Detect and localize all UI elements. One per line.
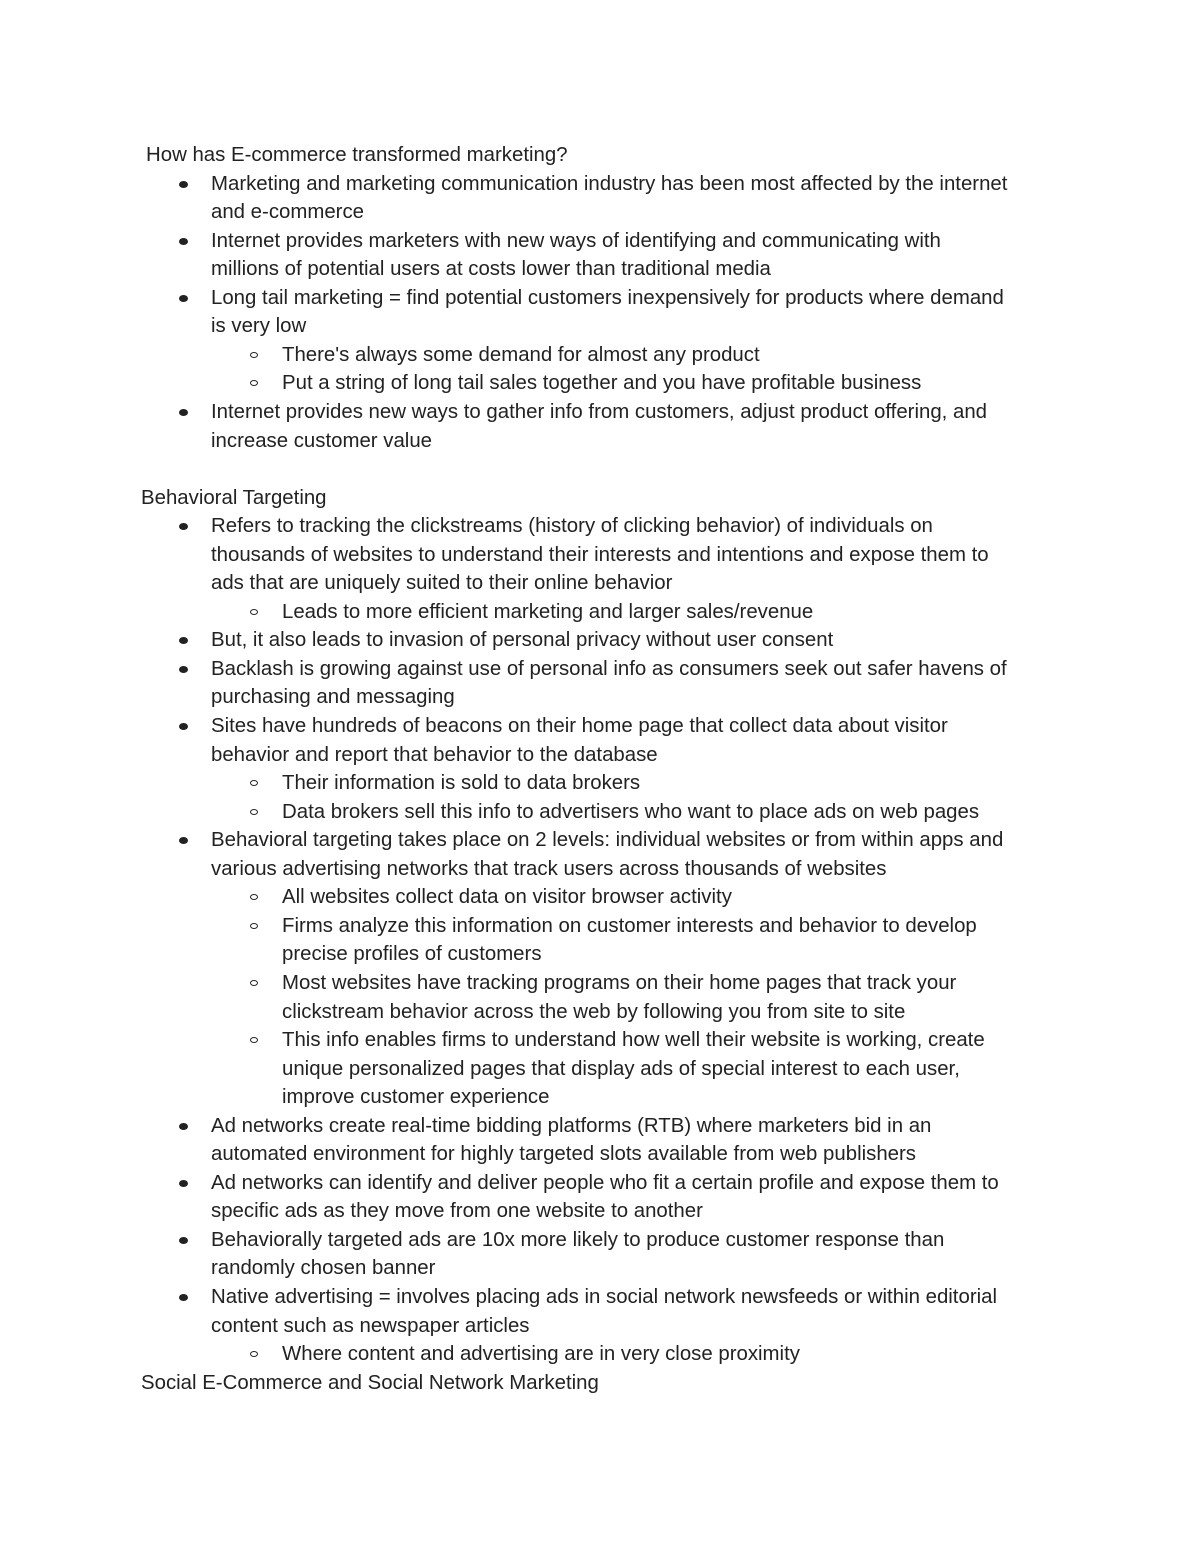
list-item: automated environment for highly targeted slots available from web publishers — [211, 1143, 916, 1166]
list-item: ads that are uniquely suited to their online behavior — [211, 572, 673, 595]
list-item: Behaviorally targeted ads are 10x more likely to produce customer response than — [211, 1228, 945, 1251]
sub-list-item: This info enables firms to understand how well their website is working, create — [282, 1029, 985, 1052]
bullet-icon — [179, 1294, 188, 1301]
list-item: various advertising networks that track users across thousands of websites — [211, 857, 887, 880]
hollow-bullet-icon — [250, 923, 258, 929]
bullet-icon — [179, 238, 188, 245]
bullet-icon — [179, 723, 188, 730]
list-item: Sites have hundreds of beacons on their home page that collect data about visitor — [211, 715, 948, 737]
list-item: Refers to tracking the clickstreams (history of clicking behavior) of individuals on — [211, 515, 933, 538]
list-item: content such as newspaper articles — [211, 1314, 530, 1337]
list-item: Internet provides marketers with new ways of identifying and communicating with — [211, 229, 941, 252]
list-item: Internet provides new ways to gather info from customers, adjust product offering, and — [211, 400, 988, 423]
list-item: millions of potential users at costs lower than traditional media — [211, 258, 771, 281]
section-heading: How has E-commerce transformed marketing? — [146, 144, 568, 166]
hollow-bullet-icon — [250, 1351, 258, 1357]
hollow-bullet-icon — [250, 809, 258, 815]
bullet-icon — [179, 837, 188, 844]
bullet-icon — [179, 409, 188, 416]
bullet-icon — [179, 523, 188, 530]
list-item: thousands of websites to understand their interests and intentions and expose them to — [211, 543, 989, 566]
hollow-bullet-icon — [250, 609, 258, 615]
hollow-bullet-icon — [250, 352, 258, 358]
sub-list-item: Where content and advertising are in very close proximity — [282, 1343, 800, 1366]
hollow-bullet-icon — [250, 380, 258, 386]
sub-list-item: All websites collect data on visitor browser activity — [282, 886, 732, 909]
bullet-icon — [179, 1123, 188, 1130]
sub-list-item: precise profiles of customers — [282, 943, 542, 966]
list-item: and e-commerce — [211, 201, 364, 224]
list-item: Marketing and marketing communication industry has been most affected by the internet — [211, 172, 1008, 195]
hollow-bullet-icon — [250, 1037, 258, 1043]
hollow-bullet-icon — [250, 980, 258, 986]
hollow-bullet-icon — [250, 780, 258, 786]
list-item: Behavioral targeting takes place on 2 levels: individual websites or from within apps and — [211, 829, 1004, 852]
list-item: Backlash is growing against use of personal info as consumers seek out safer havens of — [211, 657, 1007, 680]
sub-list-item: Their information is sold to data brokers — [282, 772, 641, 795]
list-item: behavior and report that behavior to the database — [211, 743, 658, 766]
section-heading: Social E-Commerce and Social Network Marketing — [141, 1371, 599, 1394]
sub-list-item: clickstream behavior across the web by following you from site to site — [282, 1000, 906, 1023]
list-item: randomly chosen banner — [211, 1257, 436, 1280]
list-item: Native advertising = involves placing ads in social network newsfeeds or within editorial — [211, 1286, 998, 1308]
list-item: Ad networks create real-time bidding platforms (RTB) where marketers bid in an — [211, 1114, 932, 1137]
bullet-icon — [179, 295, 188, 302]
bullet-icon — [179, 1180, 188, 1187]
bullet-icon — [179, 666, 188, 673]
sub-list-item: Data brokers sell this info to advertisers who want to place ads on web pages — [282, 800, 980, 823]
sub-list-item: Leads to more efficient marketing and larger sales/revenue — [282, 600, 814, 623]
list-item: Long tail marketing = find potential customers inexpensively for products where demand — [211, 286, 1004, 309]
list-item: purchasing and messaging — [211, 686, 455, 709]
sub-list-item: improve customer experience — [282, 1086, 550, 1109]
hollow-bullet-icon — [250, 894, 258, 900]
sub-list-item: unique personalized pages that display ads of special interest to each user, — [282, 1057, 960, 1080]
list-item: specific ads as they move from one website to another — [211, 1200, 703, 1223]
bullet-icon — [179, 181, 188, 188]
sub-list-item: Firms analyze this information on customer interests and behavior to develop — [282, 914, 977, 937]
sub-list-item: There's always some demand for almost any product — [282, 343, 760, 366]
section-heading: Behavioral Targeting — [141, 486, 327, 509]
bullet-icon — [179, 1237, 188, 1244]
bullet-icon — [179, 637, 188, 644]
list-item: is very low — [211, 315, 307, 338]
sub-list-item: Most websites have tracking programs on their home pages that track your — [282, 971, 957, 994]
sub-list-item: Put a string of long tail sales together and you have profitable business — [282, 372, 922, 395]
list-item: Ad networks can identify and deliver people who fit a certain profile and expose them to — [211, 1171, 999, 1194]
list-item: increase customer value — [211, 429, 433, 452]
list-item: But, it also leads to invasion of personal privacy without user consent — [211, 629, 834, 652]
